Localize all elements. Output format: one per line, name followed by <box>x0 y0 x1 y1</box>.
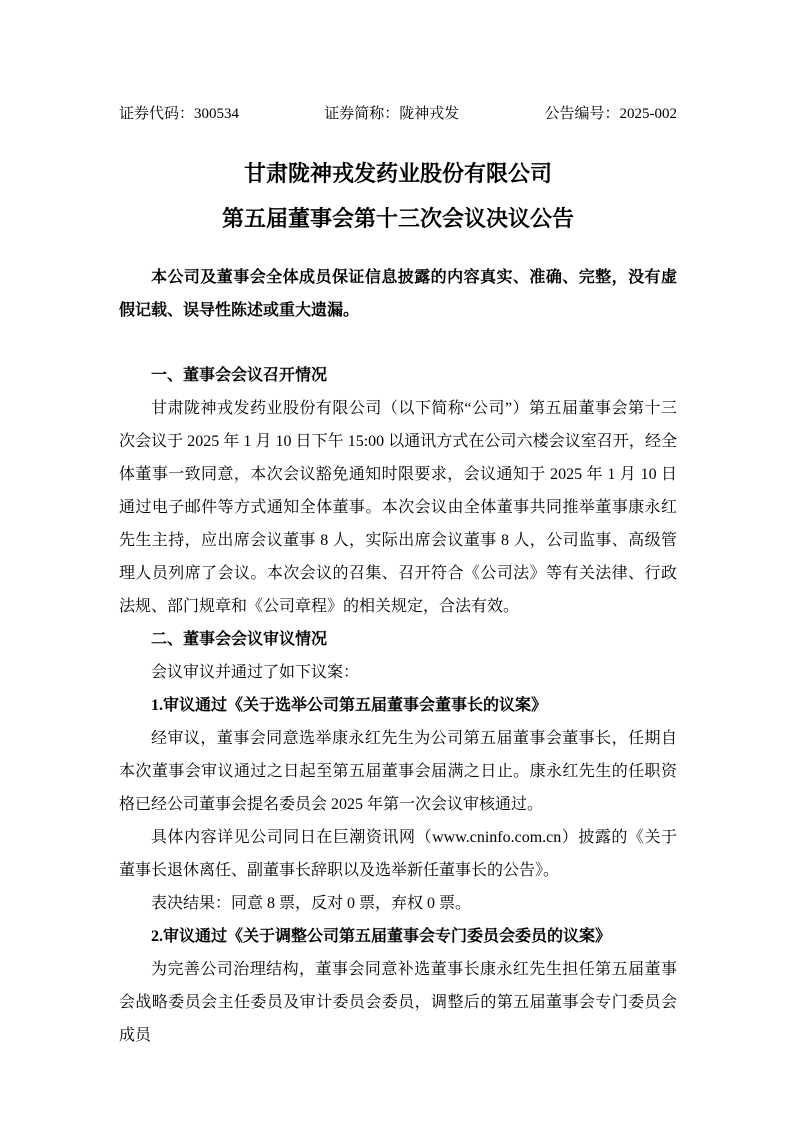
section-2-intro-paragraph: 会议审议并通过了如下议案： <box>151 664 360 681</box>
section-1-heading: 一、董事会会议召开情况 <box>151 367 328 384</box>
stock-code: 证券代码：300534 <box>119 106 240 122</box>
document-title <box>119 151 677 241</box>
resolution-2-heading: 2.审议通过《关于调整公司第五届董事会专门委员会委员的议案》 <box>151 928 612 945</box>
document-content <box>119 0 677 1052</box>
resolution-1-heading: 1.审议通过《关于选举公司第五届董事会董事长的议案》 <box>151 697 548 714</box>
document-header <box>119 104 677 124</box>
announcement-number: 公告编号：2025-002 <box>544 106 677 122</box>
section-1-paragraph: 甘肃陇神戎发药业股份有限公司（以下简称“公司”）第五届董事会第十三次会议于 2025 年 1 月 10 日下午 15:00 以通讯方式在公司六楼会议室召开，经全体董事一致同意，本次会议豁免通知时限要求，会议通知于 2025 年 1 月 10 日通过电子邮件等方式通知全体董事。本次会议由全体董事共同推举董事康永红先生主持，应出席会议董事 8 人，实际出席会议董事 8 人，公司监事、高级管理人员列席了会议。本次会议的召集、召开符合《公司法》等有关法律、行政法规、部门规章和《公司章程》的相关规定，合法有效。 <box>119 400 677 615</box>
company-name-title: 甘肃陇神戎发药业股份有限公司 <box>243 161 552 186</box>
resolution-2-paragraph-1: 为完善公司治理结构，董事会同意补选董事长康永红先生担任第五届董事会战略委员会主任委员及审计委员会委员，调整后的第五届董事会专门委员会成员 <box>119 961 677 1044</box>
resolution-1-paragraph-2: 具体内容详见公司同日在巨潮资讯网（www.cninfo.com.cn）披露的《关于董事长退休离任、副董事长辞职以及选举新任董事长的公告》。 <box>119 829 677 879</box>
truthfulness-declaration: 本公司及董事会全体成员保证信息披露的内容真实、准确、完整，没有虚假记载、误导性陈述或重大遗漏。 <box>119 269 677 319</box>
resolution-1-vote-result: 表决结果：同意 8 票，反对 0 票，弃权 0 票。 <box>151 895 472 912</box>
announcement-subject-title: 第五届董事会第十三次会议决议公告 <box>221 206 574 231</box>
stock-short-name: 证券简称：陇神戎发 <box>324 106 460 122</box>
section-2-heading: 二、董事会会议审议情况 <box>151 631 328 648</box>
resolution-1-paragraph-1: 经审议，董事会同意选举康永红先生为公司第五届董事会董事长，任期自本次董事会审议通过之日起至第五届董事会届满之日止。康永红先生的任职资格已经公司董事会提名委员会 2025 年第一次会议审核通过。 <box>119 730 677 813</box>
